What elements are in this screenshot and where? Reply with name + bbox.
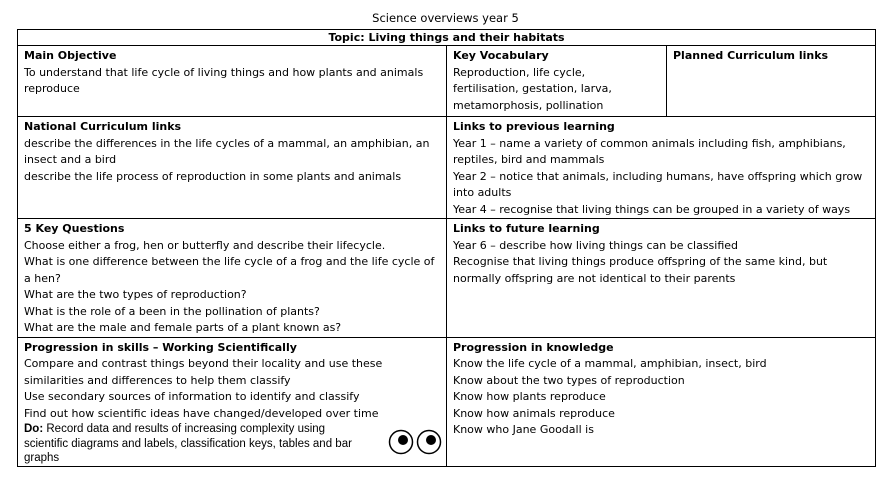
- knowledge-line: Know who Jane Goodall is: [453, 423, 594, 436]
- topic-header: Topic: Living things and their habitats: [18, 30, 876, 46]
- skills-cell: [18, 337, 447, 466]
- planned-links-cell: [667, 46, 876, 117]
- key-vocabulary-heading: Key Vocabulary: [453, 49, 549, 62]
- nc-line: describe the differences in the life cycles of a mammal, an amphibian, an insect and a bird: [24, 136, 430, 166]
- question-item: What is the role of a been in the pollination of plants?: [24, 304, 320, 318]
- question-item: What is one difference between the life cycle of a frog and the life cycle of a hen?: [24, 255, 435, 285]
- future-line: Year 6 – describe how living things can be classified: [453, 238, 739, 252]
- knowledge-line: Know how animals reproduce: [453, 406, 615, 420]
- planned-links-heading: Planned Curriculum links: [673, 49, 829, 62]
- future-learning-cell: [447, 219, 876, 338]
- question-item: Choose either a frog, hen or butterfly and describe their lifecycle.: [24, 238, 386, 252]
- skill-line: Use secondary sources of information to identify and classify: [24, 390, 360, 403]
- googly-eyes-icon: [388, 429, 442, 455]
- key-questions-cell: [18, 219, 447, 338]
- knowledge-line: Know how plants reproduce: [453, 390, 606, 403]
- skill-line: Find out how scientific ideas have changed/developed over time: [24, 406, 379, 420]
- key-questions-heading: 5 Key Questions: [24, 222, 125, 235]
- key-vocabulary-cell: [447, 46, 667, 117]
- knowledge-line: Know about the two types of reproduction: [453, 373, 685, 387]
- vocab-line: Reproduction, life cycle,: [453, 65, 586, 79]
- skills-heading: Progression in skills – Working Scientifically: [24, 340, 297, 354]
- main-objective-text: To understand that life cycle of living things and how plants and animals reproduce: [24, 65, 424, 95]
- national-curriculum-heading: National Curriculum links: [24, 120, 182, 133]
- overview-table: [17, 29, 876, 467]
- prev-line: Year 1 – name a variety of common animals including fish, amphibians, reptiles, bird and mammals: [453, 136, 846, 166]
- do-line: [24, 422, 440, 466]
- do-text: Record data and results of increasing complexity using scientific diagrams and labels, classification keys, tables and bar graphs: [24, 423, 352, 464]
- previous-learning-heading: Links to previous learning: [453, 120, 615, 133]
- knowledge-cell: [447, 337, 876, 466]
- vocab-line: metamorphosis, pollination: [453, 98, 604, 112]
- document-title: Science overviews year 5: [372, 11, 519, 25]
- vocab-line: fertilisation, gestation, larva,: [453, 82, 612, 95]
- future-line: Recognise that living things produce offspring of the same kind, but normally offspring are not identical to their parents: [453, 255, 828, 285]
- skill-line: Compare and contrast things beyond their locality and use these similarities and differences to help them classify: [24, 357, 383, 387]
- national-curriculum-cell: [18, 117, 447, 219]
- previous-learning-cell: [447, 117, 876, 219]
- question-item: What are the male and female parts of a plant known as?: [24, 321, 342, 334]
- prev-line: Year 4 – recognise that living things can be grouped in a variety of ways: [453, 202, 851, 216]
- main-objective-heading: Main Objective: [24, 49, 117, 62]
- prev-line: Year 2 – notice that animals, including humans, have offspring which grow into adults: [453, 169, 863, 199]
- knowledge-heading: Progression in knowledge: [453, 340, 614, 354]
- main-objective-cell: [18, 46, 447, 117]
- do-label: Do:: [24, 423, 44, 435]
- nc-line: describe the life process of reproduction in some plants and animals: [24, 169, 402, 183]
- question-item: What are the two types of reproduction?: [24, 288, 247, 301]
- knowledge-line: Know the life cycle of a mammal, amphibian, insect, bird: [453, 357, 767, 370]
- future-learning-heading: Links to future learning: [453, 222, 600, 235]
